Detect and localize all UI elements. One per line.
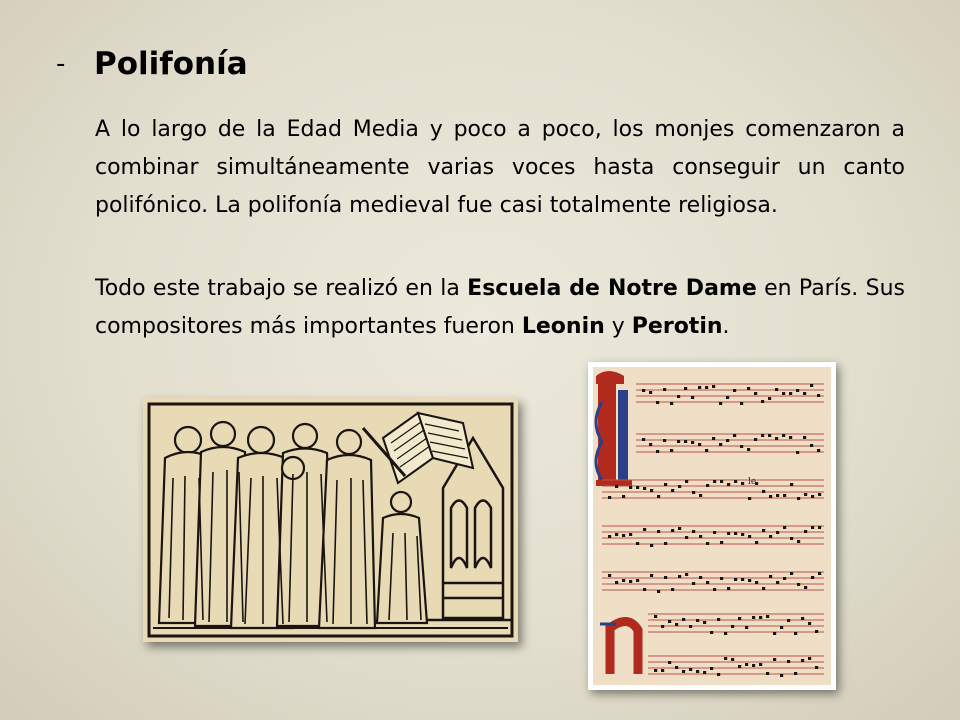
neume-note: [678, 527, 681, 530]
neume-note: [724, 657, 727, 660]
school-name: Escuela de Notre Dame: [467, 276, 757, 301]
neume-note: [797, 540, 800, 543]
neume-note: [656, 401, 659, 404]
neume-note: [817, 394, 820, 397]
neume-note: [691, 441, 694, 444]
neume-note: [734, 532, 737, 535]
neume-note: [815, 666, 818, 669]
neume-note: [789, 392, 792, 395]
neume-note: [719, 443, 722, 446]
neume-note: [776, 581, 779, 584]
neume-note: [734, 480, 737, 483]
neume-note: [726, 396, 729, 399]
neume-note: [797, 497, 800, 500]
neume-note: [664, 542, 667, 545]
neume-note: [780, 626, 783, 629]
neume-note: [752, 616, 755, 619]
neume-note: [699, 535, 702, 538]
neume-note: [745, 626, 748, 629]
neume-note: [727, 532, 730, 535]
neume-note: [671, 489, 674, 492]
neume-note: [712, 385, 715, 388]
neume-note: [734, 578, 737, 581]
neume-note: [804, 530, 807, 533]
neume-note: [762, 587, 765, 590]
neume-note: [810, 444, 813, 447]
neume-note: [703, 621, 706, 624]
neume-note: [775, 437, 778, 440]
neume-note: [818, 526, 821, 529]
neume-note: [677, 440, 680, 443]
neume-note: [776, 531, 779, 534]
neume-note: [664, 483, 667, 486]
neume-note: [733, 434, 736, 437]
neume-note: [650, 544, 653, 547]
neume-note: [668, 620, 671, 623]
neume-note: [642, 438, 645, 441]
neume-note: [754, 392, 757, 395]
neume-note: [733, 389, 736, 392]
neume-note: [663, 439, 666, 442]
text-segment: en París. Sus compositores más importantes fueron: [95, 276, 906, 339]
neume-note: [689, 668, 692, 671]
neume-note: [811, 495, 814, 498]
neume-note: [724, 632, 727, 635]
neume-note: [754, 438, 757, 441]
neume-note: [629, 533, 632, 536]
neume-note: [642, 389, 645, 392]
neume-note: [636, 542, 639, 545]
neume-note: [671, 588, 674, 591]
composer-leonin: Leonin: [521, 314, 605, 339]
neume-note: [615, 581, 618, 584]
neume-note: [769, 535, 772, 538]
neume-note: [780, 674, 783, 677]
neume-note: [817, 449, 820, 452]
neume-note: [712, 437, 715, 440]
neume-note: [818, 572, 821, 575]
neume-note: [622, 579, 625, 582]
neume-note: [789, 436, 792, 439]
neume-note: [657, 495, 660, 498]
neume-note: [796, 389, 799, 392]
neume-note: [775, 388, 778, 391]
neume-note: [720, 480, 723, 483]
neume-note: [663, 388, 666, 391]
neume-note: [710, 631, 713, 634]
neume-note: [719, 402, 722, 405]
neume-note: [705, 449, 708, 452]
title-row: [56, 42, 248, 86]
neume-note: [675, 666, 678, 669]
neume-note: [622, 534, 625, 537]
neume-note: [629, 580, 632, 583]
neume-note: [670, 402, 673, 405]
neume-note: [731, 625, 734, 628]
neume-note: [703, 671, 706, 674]
neume-note: [696, 619, 699, 622]
neume-note: [790, 483, 793, 486]
neume-note: [759, 663, 762, 666]
monks-singing-woodcut-icon: [143, 398, 518, 642]
neume-note: [622, 495, 625, 498]
neume-note: [689, 625, 692, 628]
neume-note: [661, 669, 664, 672]
composer-perotin: Perotin: [631, 314, 723, 339]
neume-note: [710, 667, 713, 670]
neume-note: [643, 588, 646, 591]
neume-note: [706, 484, 709, 487]
neume-note: [776, 494, 779, 497]
neume-note: [787, 660, 790, 663]
neume-note: [740, 402, 743, 405]
neume-note: [748, 497, 751, 500]
neume-note: [706, 542, 709, 545]
neume-note: [808, 622, 811, 625]
neume-note: [717, 618, 720, 621]
neume-note: [650, 489, 653, 492]
neume-note: [671, 529, 674, 532]
text-segment: Todo este trabajo se realizó en la: [95, 276, 468, 301]
neume-note: [670, 449, 673, 452]
neume-note: [636, 486, 639, 489]
neume-note: [696, 670, 699, 673]
neume-note: [761, 434, 764, 437]
neume-note: [699, 576, 702, 579]
neume-note: [654, 615, 657, 618]
neume-note: [682, 670, 685, 673]
neume-note: [741, 482, 744, 485]
neume-note: [682, 618, 685, 621]
neume-note: [801, 659, 804, 662]
neume-note: [727, 483, 730, 486]
neume-note: [761, 400, 764, 403]
neume-note: [748, 579, 751, 582]
neume-note: [794, 672, 797, 675]
neume-note: [782, 434, 785, 437]
paragraph-polyphony-intro: A lo largo de la Edad Media y poco a poco, los monjes comenzaron a combinar simultáneamente varias voces hasta conseguir un canto polifónico. La polifonía medieval fue casi totalmente religiosa.: [95, 117, 905, 218]
neume-note: [759, 616, 762, 619]
neume-note: [608, 574, 611, 577]
neume-note: [678, 485, 681, 488]
neume-note: [766, 672, 769, 675]
neume-note: [783, 494, 786, 497]
neume-note: [668, 661, 671, 664]
neume-note: [661, 625, 664, 628]
neume-note: [650, 574, 653, 577]
neume-note: [747, 448, 750, 451]
neume-note: [706, 581, 709, 584]
neume-note: [692, 582, 695, 585]
text-segment: y: [604, 314, 632, 339]
paragraph-notre-dame: [95, 270, 905, 346]
neume-note: [790, 572, 793, 575]
neume-note: [713, 588, 716, 591]
neume-note: [762, 490, 765, 493]
neume-note: [717, 673, 720, 676]
neume-note: [664, 576, 667, 579]
neume-note: [608, 535, 611, 538]
neume-note: [615, 485, 618, 488]
neume-note: [768, 397, 771, 400]
neume-note: [691, 396, 694, 399]
neume-note: [766, 615, 769, 618]
neume-note: [643, 528, 646, 531]
neume-note: [768, 434, 771, 437]
neume-note: [748, 535, 751, 538]
neume-note: [794, 632, 797, 635]
neume-note: [657, 530, 660, 533]
neume-note: [818, 493, 821, 496]
neume-note: [747, 387, 750, 390]
neume-note: [783, 577, 786, 580]
neume-note: [769, 575, 772, 578]
neume-note: [755, 541, 758, 544]
neume-note: [741, 533, 744, 536]
neume-note: [678, 575, 681, 578]
neume-note: [705, 386, 708, 389]
neume-note: [654, 669, 657, 672]
neume-note: [801, 617, 804, 620]
neume-note: [643, 487, 646, 490]
neume-note: [745, 663, 748, 666]
neume-note: [649, 443, 652, 446]
neume-note: [740, 445, 743, 448]
neume-note: [755, 581, 758, 584]
neume-note: [656, 450, 659, 453]
neume-note: [684, 440, 687, 443]
neume-note: [692, 530, 695, 533]
neume-note: [787, 619, 790, 622]
neume-note: [804, 493, 807, 496]
neume-note: [741, 578, 744, 581]
neume-note: [720, 577, 723, 580]
neume-note: [782, 392, 785, 395]
neume-note: [727, 587, 730, 590]
neume-note: [677, 395, 680, 398]
neume-note: [684, 387, 687, 390]
neume-note: [815, 630, 818, 633]
neume-note: [685, 573, 688, 576]
bullet-dash: -: [56, 49, 66, 79]
neume-note: [608, 496, 611, 499]
neume-note: [657, 590, 660, 593]
neume-note: [713, 531, 716, 534]
slide-title: Polifonía: [94, 46, 248, 82]
neume-note: [773, 632, 776, 635]
neume-note: [797, 583, 800, 586]
neume-note: [803, 436, 806, 439]
neume-note: [796, 451, 799, 454]
neume-note: [629, 486, 632, 489]
neume-note: [692, 491, 695, 494]
neume-note: [636, 579, 639, 582]
neume-note: [769, 495, 772, 498]
neume-note: [698, 386, 701, 389]
neume-note: [726, 439, 729, 442]
neume-note: [803, 392, 806, 395]
neume-note: [738, 617, 741, 620]
neume-note: [810, 384, 813, 387]
neume-note: [615, 533, 618, 536]
neume-note: [811, 576, 814, 579]
neume-note: [752, 664, 755, 667]
neume-note: [738, 665, 741, 668]
neume-note: [699, 494, 702, 497]
neume-note: [731, 658, 734, 661]
neume-note: [675, 623, 678, 626]
neume-note: [720, 541, 723, 544]
neume-note: [783, 526, 786, 529]
neume-note: [804, 586, 807, 589]
neume-note: [762, 529, 765, 532]
neume-note: [685, 536, 688, 539]
neume-note: [790, 537, 793, 540]
neume-note: [808, 657, 811, 660]
medieval-music-manuscript-icon: [588, 362, 836, 690]
text-segment: .: [722, 314, 730, 339]
neume-note: [649, 391, 652, 394]
neume-note: [685, 480, 688, 483]
neume-note: [811, 526, 814, 529]
neume-note: [698, 443, 701, 446]
neume-note: [773, 658, 776, 661]
manuscript-annotation: le: [748, 477, 757, 487]
neume-note: [713, 480, 716, 483]
